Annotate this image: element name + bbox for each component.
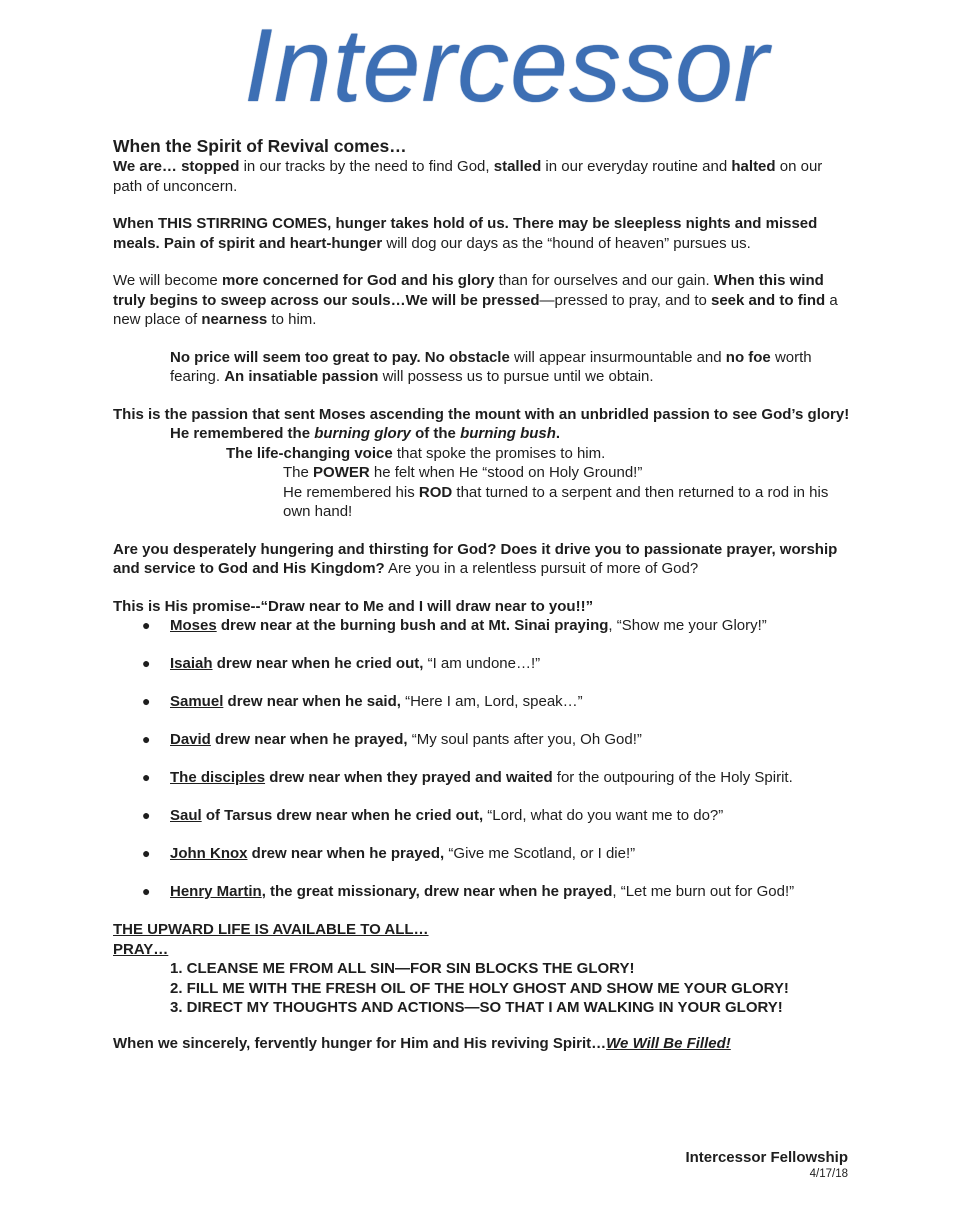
prayer-item: 2. FILL ME WITH THE FRESH OIL OF THE HOLY GHOST AND SHOW ME YOUR GLORY! <box>170 979 789 997</box>
list-item: ● Henry Martin, the great missionary, drew near when he prayed, “Let me burn out for God!” <box>142 883 795 900</box>
bullet-icon: ● <box>142 807 151 823</box>
list-item: ● Saul of Tarsus drew near when he cried out, “Lord, what do you want me to do?” <box>142 807 724 824</box>
list-item: ● Moses drew near at the burning bush and at Mt. Sinai praying, “Show me your Glory!” <box>142 617 767 634</box>
bullet-icon: ● <box>142 693 151 709</box>
paragraph-4-indented: No price will seem too great to pay. No obstacle will appear insurmountable and no foe worth fearing. An insatiable passion will possess us to pursue until we obtain. <box>170 348 812 385</box>
prayer-item: 1. CLEANSE ME FROM ALL SIN—FOR SIN BLOCKS THE GLORY! <box>170 960 635 977</box>
bullet-icon: ● <box>142 769 151 785</box>
paragraph-8: The POWER he felt when He “stood on Holy Ground!” <box>283 464 643 481</box>
closing-line: When we sincerely, fervently hunger for Him and His reviving Spirit…We Will Be Filled! <box>113 1034 731 1052</box>
signature-block <box>685 1148 848 1182</box>
list-item: ● The disciples drew near when they prayed and waited for the outpouring of the Holy Spirit. <box>142 769 793 786</box>
paragraph-6: He remembered the burning glory of the burning bush. <box>170 425 561 442</box>
pray-heading: PRAY… <box>113 940 169 958</box>
upward-heading: THE UPWARD LIFE IS AVAILABLE TO ALL… <box>113 921 429 938</box>
paragraph-7: The life-changing voice that spoke the promises to him. <box>226 444 606 462</box>
document-body <box>113 136 853 1053</box>
paragraph-3: We will become more concerned for God and his glory than for ourselves and our gain. When this wind truly begins to sweep across our souls…We will be pressed—pressed to pray, and to seek and to find a new place of nearness to him. <box>113 272 838 328</box>
list-item: ● David drew near when he prayed, “My soul pants after you, Oh God!” <box>142 731 642 748</box>
signature-date: 4/17/18 <box>809 1168 848 1180</box>
paragraph-2: When THIS STIRRING COMES, hunger takes hold of us. There may be sleepless nights and missed meals. Pain of spirit and heart-hunger will dog our days as the “hound of heaven” pursues us. <box>113 215 818 252</box>
list-item: ● John Knox drew near when he prayed, “Give me Scotland, or I die!” <box>142 845 636 862</box>
bullet-icon: ● <box>142 883 151 899</box>
bullet-icon: ● <box>142 617 151 633</box>
masthead-title: Intercessor <box>244 8 770 124</box>
section-heading: When the Spirit of Revival comes… <box>113 136 407 156</box>
signature-name: Intercessor Fellowship <box>685 1149 848 1166</box>
bullet-icon: ● <box>142 655 151 671</box>
paragraph-1: We are… stopped in our tracks by the need to find God, stalled in our everyday routine and halted on our path of unconcern. <box>113 158 823 195</box>
bullet-icon: ● <box>142 845 151 861</box>
list-item: ● Isaiah drew near when he cried out, “I am undone…!” <box>142 655 541 672</box>
prayer-list <box>113 959 853 1018</box>
paragraph-10: Are you desperately hungering and thirsting for God? Does it drive you to passionate prayer, worship and service to God and His Kingdom? Are you in a relentless pursuit of more of God? <box>113 540 838 577</box>
bullet-list <box>113 616 853 902</box>
bullet-icon: ● <box>142 731 151 747</box>
paragraph-9: He remembered his ROD that turned to a serpent and then returned to a rod in his own hand! <box>283 483 829 520</box>
prayer-item: 3. DIRECT MY THOUGHTS AND ACTIONS—SO THAT I AM WALKING IN YOUR GLORY! <box>170 999 783 1016</box>
paragraph-5: This is the passion that sent Moses ascending the mount with an unbridled passion to see God’s glory! <box>113 405 850 423</box>
list-item: ● Samuel drew near when he said, “Here I am, Lord, speak…” <box>142 693 583 710</box>
promise-line: This is His promise--“Draw near to Me and I will draw near to you!!” <box>113 597 594 615</box>
